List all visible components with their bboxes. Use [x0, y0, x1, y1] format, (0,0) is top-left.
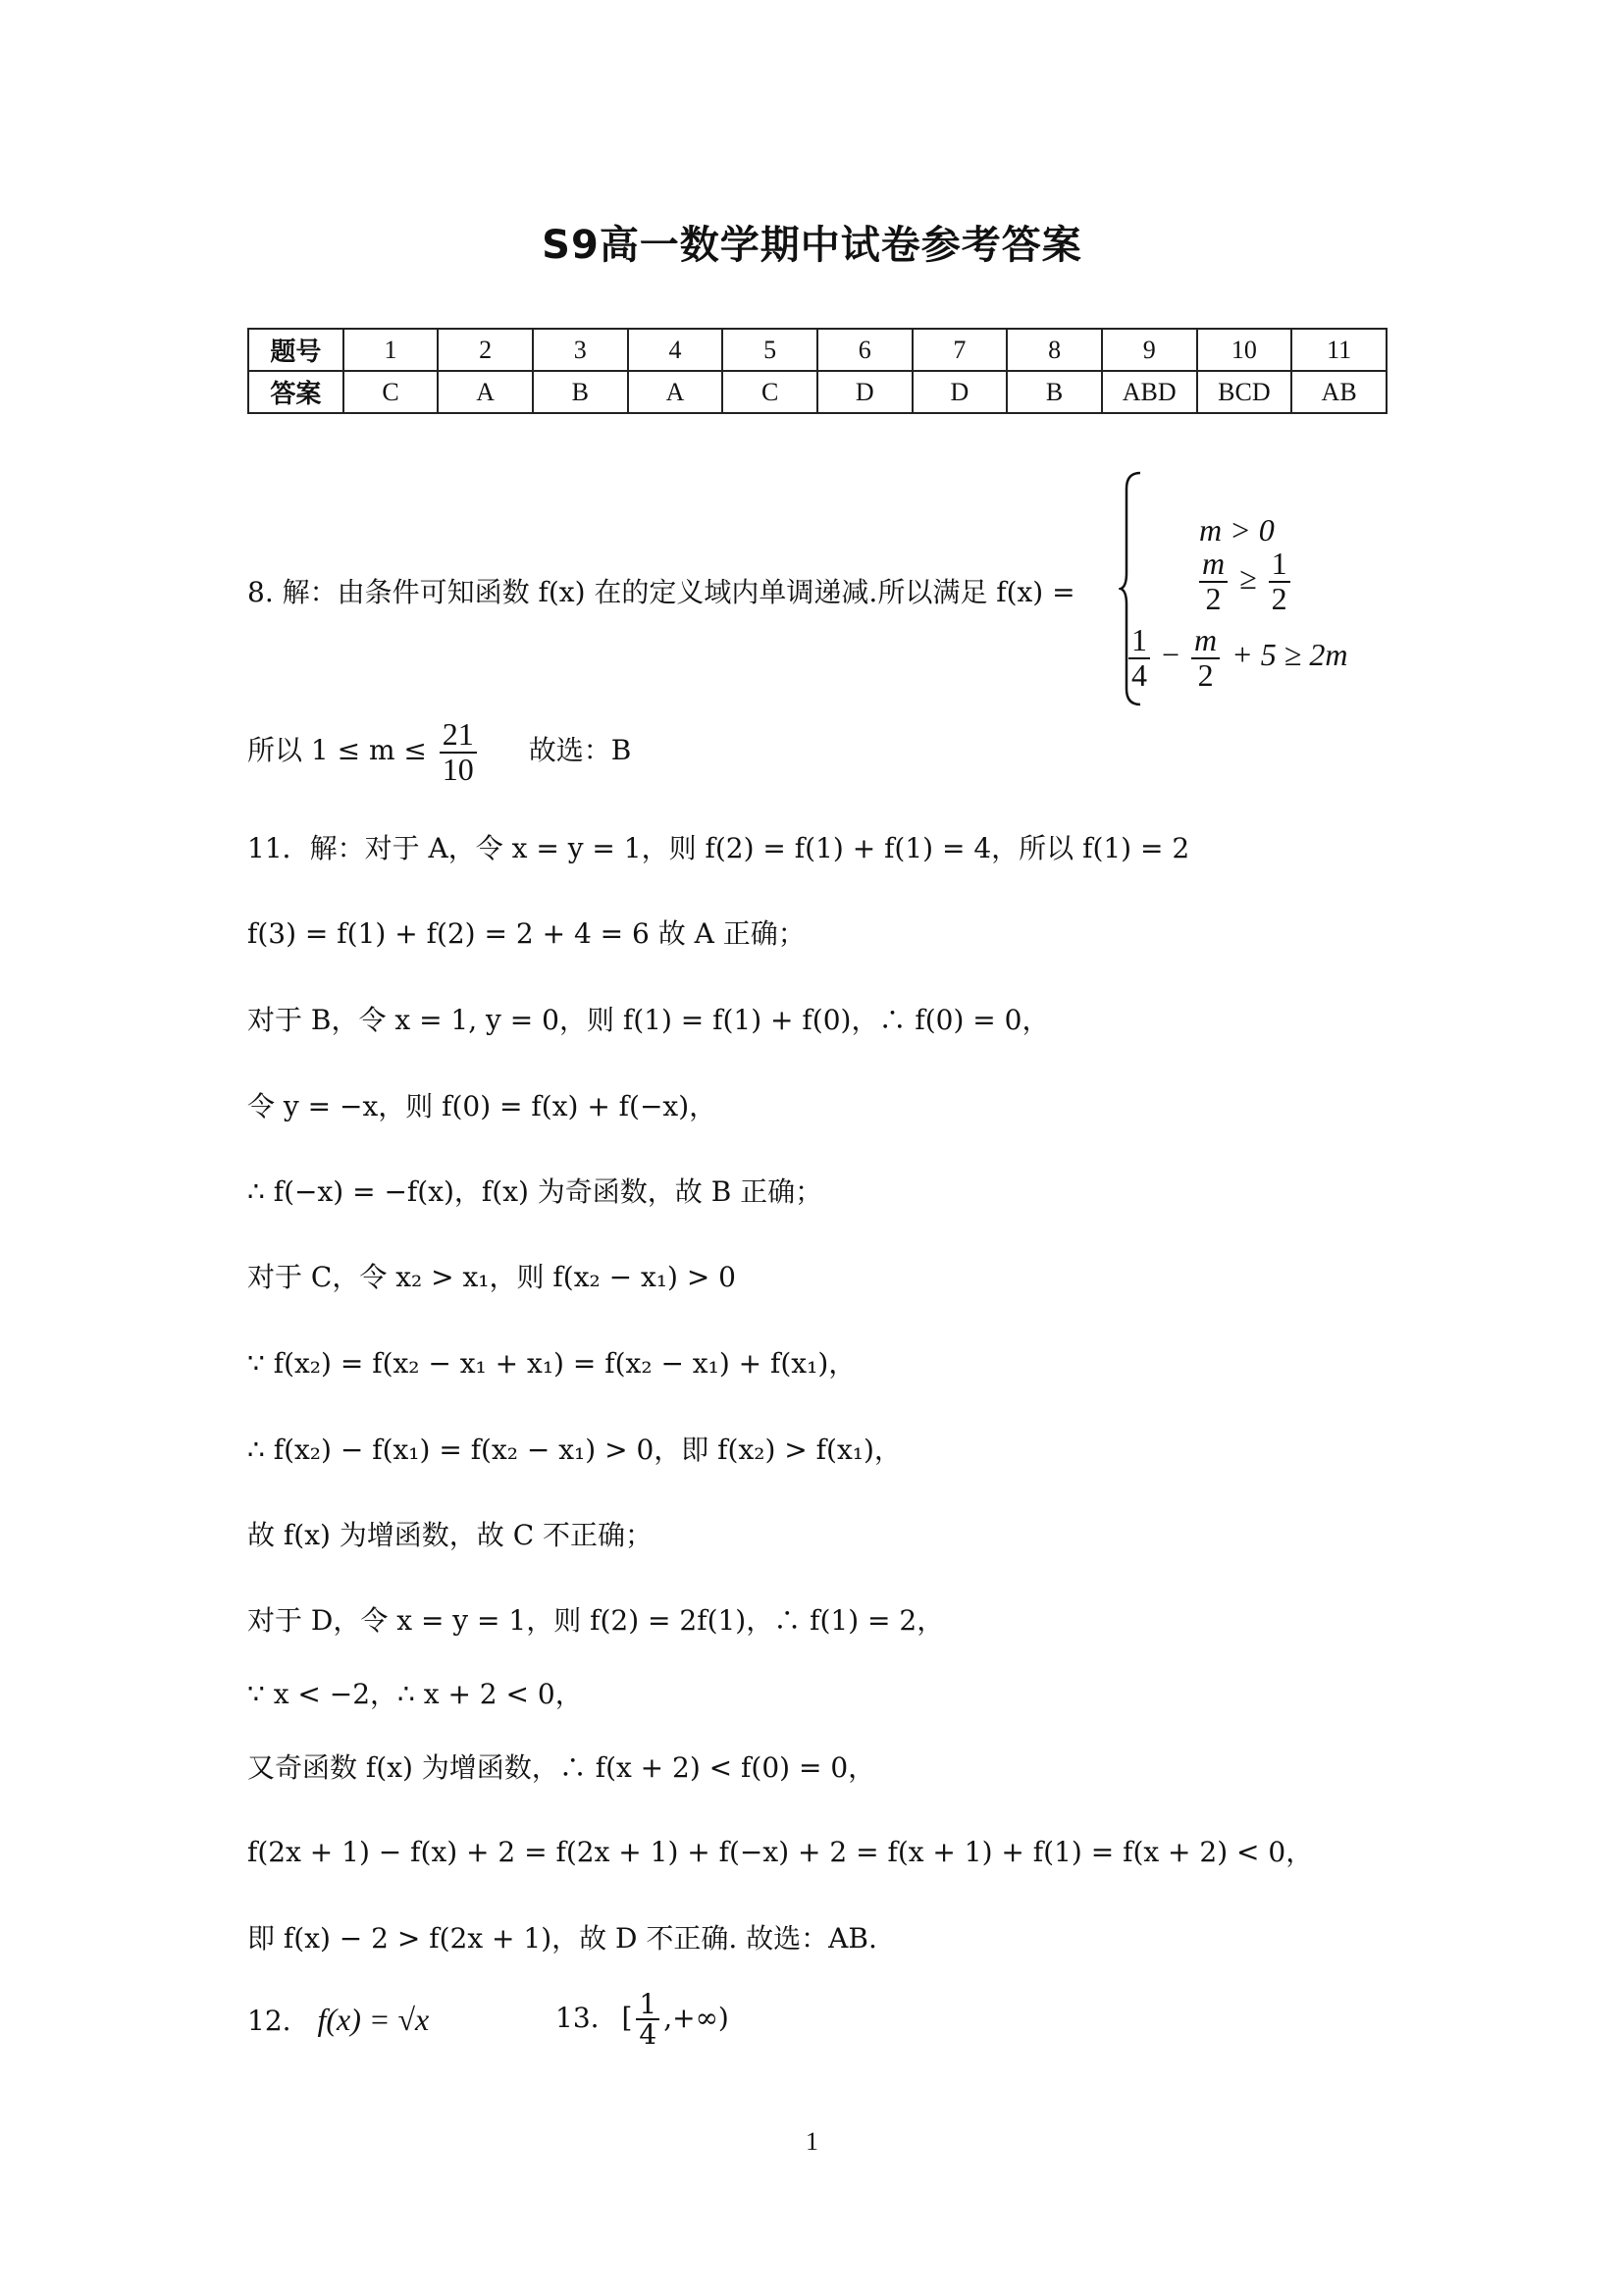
table-cell: D: [817, 371, 913, 413]
table-row-numbers: [248, 329, 1387, 371]
q11-line: ∵ f(x₂) = f(x₂ − x₁ + x₁) = f(x₂ − x₁) + f(x₁)，: [247, 1347, 857, 1380]
q8-result: 所以 1 ≤ m ≤ $\frac{21}{10}$ 故选：B: [247, 716, 632, 787]
q8-case-2: $\frac{m}{2}$ ≥ $\frac{1}{2}$: [1195, 548, 1294, 615]
table-header-cell: 答案: [248, 371, 343, 413]
q8-case2-lhs: $\frac{m}{2}$: [1199, 548, 1228, 615]
table-cell: C: [722, 371, 817, 413]
table-header-cell: 题号: [248, 329, 343, 371]
table-cell: BCD: [1197, 371, 1292, 413]
q11-line: f(2x + 1) − f(x) + 2 = f(2x + 1) + f(−x) + 2 = f(x + 1) + f(1) = f(x + 2) < 0，: [247, 1836, 1314, 1868]
page-title: S9高一数学期中试卷参考答案: [542, 223, 1082, 268]
q8-case-3: $\frac{1}{4}$ − $\frac{m}{2}$ + 5 ≥ 2m: [1125, 624, 1347, 692]
table-cell: AB: [1291, 371, 1387, 413]
table-cell: D: [913, 371, 1008, 413]
q11-line: f(3) = f(1) + f(2) = 2 + 4 = 6 故 A 正确；: [247, 917, 806, 950]
table-cell: B: [533, 371, 628, 413]
q8-case2-rhs: $\frac{1}{2}$: [1269, 548, 1290, 615]
table-cell: 5: [722, 329, 817, 371]
q8-case3-frac-b: $\frac{m}{2}$: [1191, 624, 1220, 692]
table-cell: 4: [628, 329, 723, 371]
table-cell: 10: [1197, 329, 1292, 371]
table-row-answers: [248, 371, 1387, 413]
table-cell: 6: [817, 329, 913, 371]
q11-line: ∴ f(−x) = −f(x)，f(x) 为奇函数，故 B 正确；: [247, 1175, 823, 1208]
table-cell: 1: [343, 329, 439, 371]
page-number: 1: [806, 2127, 818, 2156]
q11-line: 即 f(x) − 2 > f(2x + 1)，故 D 不正确. 故选：AB.: [247, 1922, 877, 1955]
table-cell: ABD: [1102, 371, 1197, 413]
table-cell: 7: [913, 329, 1008, 371]
q13-answer: 13. [ $\frac{1}{4}$ ,+∞): [555, 1988, 729, 2052]
q11-line: 对于 B，令 x = 1, y = 0，则 f(1) = f(1) + f(0)，∴ f(0) = 0，: [247, 1004, 1050, 1036]
table-cell: 3: [533, 329, 628, 371]
q11-line: 对于 C，令 x₂ > x₁，则 f(x₂ − x₁) > 0: [247, 1261, 736, 1293]
q12-answer: 12. f(x) = √x: [247, 2002, 430, 2037]
table-cell: A: [438, 371, 533, 413]
q13-frac: $\frac{1}{4}$: [636, 1990, 659, 2050]
table-cell: 8: [1007, 329, 1102, 371]
table-cell: A: [628, 371, 723, 413]
table-cell: 9: [1102, 329, 1197, 371]
q11-line: ∵ x < −2，∴ x + 2 < 0，: [247, 1678, 583, 1710]
q11-line: ∴ f(x₂) − f(x₁) = f(x₂ − x₁) > 0，即 f(x₂) > f(x₁)，: [247, 1434, 902, 1466]
q11-line: 又奇函数 f(x) 为增函数，∴ f(x + 2) < f(0) = 0，: [247, 1751, 876, 1784]
q11-line: 对于 D，令 x = y = 1，则 f(2) = 2f(1)，∴ f(1) = 2，: [247, 1604, 945, 1637]
q8-case-1: m > 0: [1199, 512, 1275, 548]
q8-intro: 8. 解：由条件可知函数 f(x) 在的定义域内单调递减.所以满足 f(x) =: [247, 576, 1075, 608]
table-cell: C: [343, 371, 439, 413]
q11-line: 11．解：对于 A，令 x = y = 1，则 f(2) = f(1) + f(1) = 4，所以 f(1) = 2: [247, 832, 1190, 864]
q8-case3-frac-a: $\frac{1}{4}$: [1128, 624, 1150, 692]
table-cell: 11: [1291, 329, 1387, 371]
q11-line: 故 f(x) 为增函数，故 C 不正确；: [247, 1519, 654, 1551]
q11-line: 令 y = −x，则 f(0) = f(x) + f(−x)，: [247, 1090, 717, 1122]
answer-table: [247, 328, 1388, 414]
q8-result-frac: $\frac{21}{10}$: [440, 718, 477, 786]
table-cell: B: [1007, 371, 1102, 413]
table-cell: 2: [438, 329, 533, 371]
